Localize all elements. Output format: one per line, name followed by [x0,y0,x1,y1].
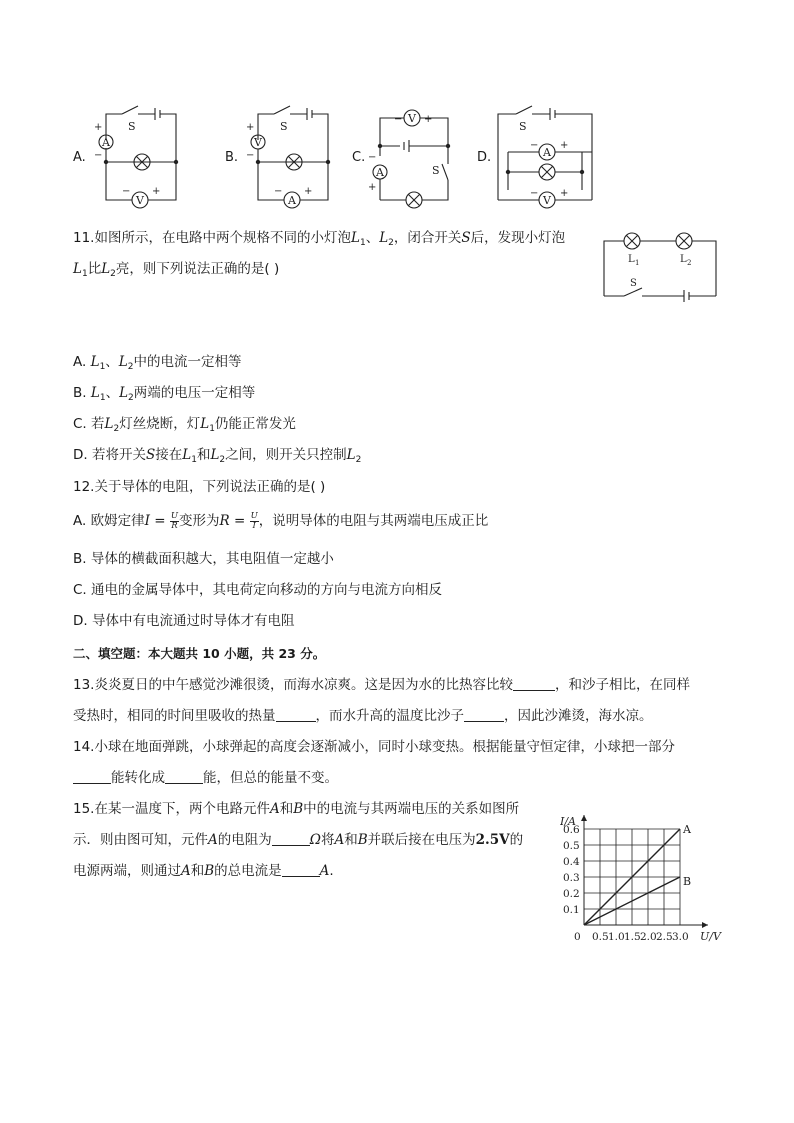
voltmeter-c-label: V [408,112,416,125]
l2-sub: 2 [687,259,692,267]
polarity-minus: − [246,150,255,161]
section-heading: 二、填空题：本大题共 10 小题，共 23 分。 [73,646,326,661]
option-b-label: B. [225,150,239,165]
answer-blank[interactable] [272,831,310,846]
q11-stem-line1: 11.如图所示，在电路中两个规格不同的小灯泡$L_1$、$L_2$，闭合开关S后，发现小灯泡 [73,230,566,248]
q11-option-d: D. 若将开关S接在$L_1$和$L_2$之间，则开关只控制$L_2$ [73,447,362,465]
polarity-plus: + [94,122,103,133]
polarity-minus: − [274,186,283,197]
origin-label: 0 [574,931,581,943]
answer-blank[interactable] [464,707,504,722]
voltmeter-d-label: V [543,194,551,207]
q15-line2: 示．则由图可知，元件A的电阻为 Ω将A和B并联后接在电压为2.5V的 [73,832,524,848]
answer-blank[interactable] [73,769,111,784]
y-tick-label: 0.2 [563,888,580,900]
q11-option-a: A. $L_1$、$L_2$中的电流一定相等 [73,354,242,372]
polarity-minus: − [394,114,403,125]
polarity-plus: + [152,186,161,197]
q12-option-a: A. 欧姆定律I = $\frac{U}{R}$ 变形为R = $\frac{U}{I}$ ，说明导体的电阻与其两端电压成正比 [73,510,489,531]
q11-stem-line2: $L_1$比$L_2$亮，则下列说法正确的是( ) [73,261,280,279]
ammeter-c-label: A [376,166,384,179]
q11-option-c: C. 若$L_2$灯丝烧断，灯$L_1$仍能正常发光 [73,416,296,434]
q11-circuit-figure [598,228,723,303]
x-tick-label: 1.0 [608,931,625,943]
polarity-plus: + [560,188,569,199]
answer-blank[interactable] [513,676,555,691]
x-tick-label: 2.0 [640,931,657,943]
option-c-label: C. [352,150,366,165]
y-tick-label: 0.4 [563,856,580,868]
polarity-minus: − [368,152,377,163]
q12-option-b: B. 导体的横截面积越大，其电阻值一定越小 [73,551,334,567]
ammeter-a-label: A [102,136,110,149]
circuit-diagrams [70,100,610,215]
y-axis-arrow [581,815,587,821]
x-axis-label: U/V [700,930,721,943]
q12-option-d: D. 导体中有电流通过时导体才有电阻 [73,613,295,629]
polarity-minus: − [530,140,539,151]
polarity-plus: + [424,114,433,125]
q14-line1: 14.小球在地面弹跳，小球弹起的高度会逐渐减小，同时小球变热。根据能量守恒定律，小球把一部分 [73,739,675,755]
answer-blank[interactable] [165,769,203,784]
switch-a-label: S [128,120,136,133]
answer-blank[interactable] [282,862,320,877]
polarity-plus: + [246,122,255,133]
y-axis-label: I/A [560,815,576,828]
q11-option-b: B. $L_1$、$L_2$两端的电压一定相等 [73,385,256,403]
ammeter-b-label: A [288,194,296,207]
l1-sub: 1 [635,259,640,267]
ammeter-d-label: A [543,146,551,159]
voltmeter-a-label: V [136,194,144,207]
q15-line3: 电源两端，则通过A和B的总电流是 A. [73,863,334,879]
switch-label: S [630,278,637,289]
q12-stem: 12.关于导体的电阻，下列说法正确的是( ) [73,479,326,495]
polarity-plus: + [560,140,569,151]
series-label-a: A [683,823,691,836]
switch-b-label: S [280,120,288,133]
option-a-label: A. [73,150,86,165]
x-tick-label: 3.0 [672,931,689,943]
l1-label: L [628,254,635,265]
answer-blank[interactable] [276,707,316,722]
x-tick-label: 0.5 [592,931,609,943]
y-tick-label: 0.1 [563,904,580,916]
x-axis-arrow [702,922,708,928]
y-tick-label: 0.6 [563,824,580,836]
fraction-u-over-i: $\frac{U}{I}$ [250,510,258,531]
circuit-a [99,106,176,208]
switch-d-label: S [519,120,527,133]
circuit-b [251,106,328,208]
polarity-minus: − [530,188,539,199]
iv-chart [560,805,735,950]
q15-line1: 15.在某一温度下，两个电路元件A和B中的电流与其两端电压的关系如图所 [73,801,520,817]
fraction-u-over-r: $\frac{U}{R}$ [170,510,179,531]
q12-option-c: C. 通电的金属导体中，其电荷定向移动的方向与电流方向相反 [73,582,443,598]
voltmeter-b-label: V [254,136,262,149]
polarity-plus: + [368,182,377,193]
polarity-plus: + [304,186,313,197]
polarity-minus: − [94,150,103,161]
q14-line2: 能转化成 能，但总的能量不变。 [73,768,338,788]
q13-line1: 13.炎炎夏日的中午感觉沙滩很烫，而海水凉爽。这是因为水的比热容比较 ，和沙子相比，在同样 [73,677,690,693]
y-tick-label: 0.5 [563,840,580,852]
polarity-minus: − [122,186,131,197]
option-d-label: D. [477,150,492,165]
y-tick-label: 0.3 [563,872,580,884]
x-tick-label: 1.5 [624,931,641,943]
series-label-b: B [683,875,692,888]
q13-line2: 受热时，相同的时间里吸收的热量 ，而水升高的温度比沙子 ，因此沙滩烫，海水凉。 [73,708,653,724]
circuit-options-row [70,100,610,215]
switch-c-label: S [432,164,440,177]
x-tick-label: 2.5 [656,931,673,943]
l2-label: L [680,254,687,265]
